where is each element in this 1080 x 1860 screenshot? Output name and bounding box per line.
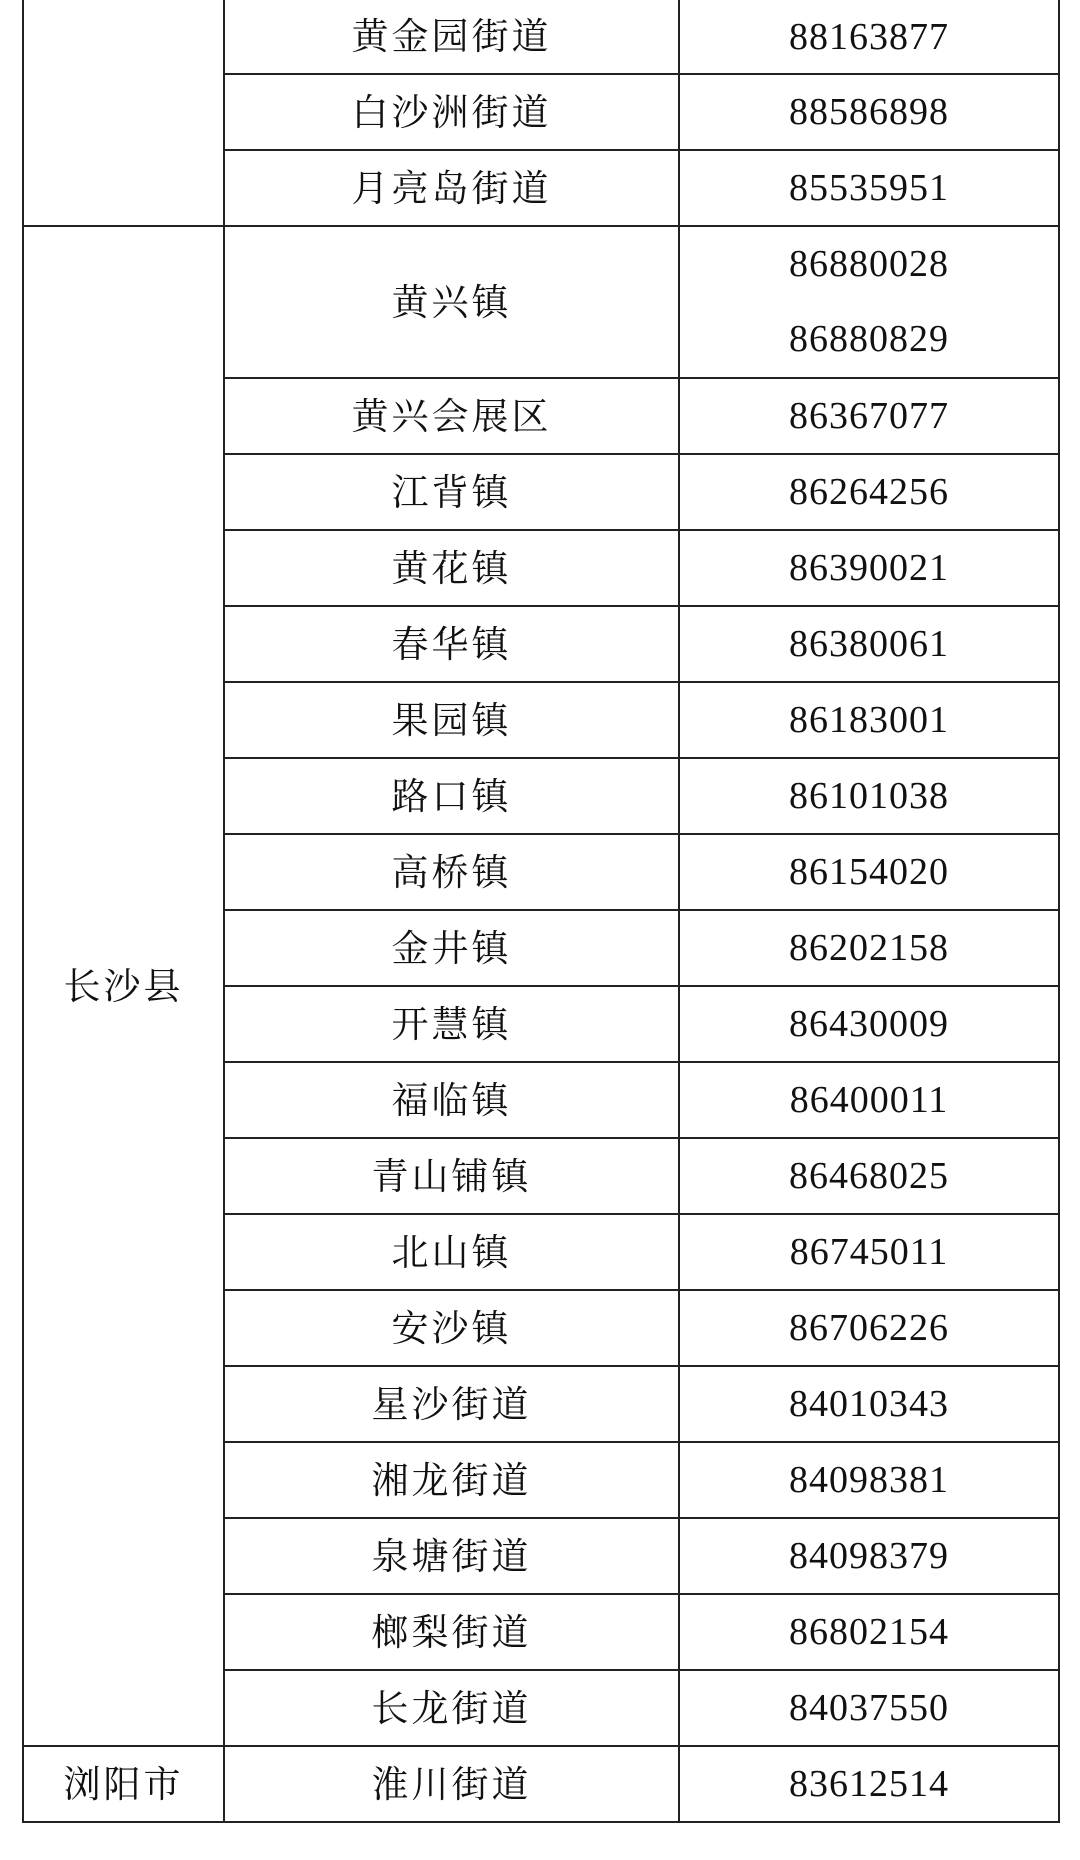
subdistrict-name: 福临镇 bbox=[224, 1062, 679, 1138]
phone-number: 86802154 bbox=[679, 1594, 1059, 1670]
phone-number: 86468025 bbox=[679, 1138, 1059, 1214]
subdistrict-name: 长龙街道 bbox=[224, 1670, 679, 1746]
phone-number: 86183001 bbox=[679, 682, 1059, 758]
contact-table bbox=[22, 0, 1060, 1823]
phone-number: 88163877 bbox=[679, 0, 1059, 74]
subdistrict-name: 黄兴镇 bbox=[224, 226, 679, 378]
subdistrict-name: 淮川街道 bbox=[224, 1746, 679, 1822]
phone-number: 86745011 bbox=[679, 1214, 1059, 1290]
subdistrict-name: 春华镇 bbox=[224, 606, 679, 682]
subdistrict-name: 泉塘街道 bbox=[224, 1518, 679, 1594]
phone-number: 86880028 bbox=[789, 243, 949, 285]
subdistrict-name: 榔梨街道 bbox=[224, 1594, 679, 1670]
subdistrict-name: 开慧镇 bbox=[224, 986, 679, 1062]
table-row bbox=[23, 0, 1059, 74]
phone-number-pair bbox=[679, 226, 1059, 378]
subdistrict-name: 江背镇 bbox=[224, 454, 679, 530]
subdistrict-name: 黄花镇 bbox=[224, 530, 679, 606]
subdistrict-name: 果园镇 bbox=[224, 682, 679, 758]
phone-number: 86880829 bbox=[789, 318, 949, 360]
phone-number: 84098379 bbox=[679, 1518, 1059, 1594]
subdistrict-name: 黄兴会展区 bbox=[224, 378, 679, 454]
subdistrict-name: 白沙洲街道 bbox=[224, 74, 679, 150]
table-row bbox=[23, 226, 1059, 378]
phone-number: 86380061 bbox=[679, 606, 1059, 682]
phone-number: 84098381 bbox=[679, 1442, 1059, 1518]
phone-number: 84010343 bbox=[679, 1366, 1059, 1442]
subdistrict-name: 金井镇 bbox=[224, 910, 679, 986]
phone-number: 86706226 bbox=[679, 1290, 1059, 1366]
subdistrict-name: 高桥镇 bbox=[224, 834, 679, 910]
subdistrict-name: 北山镇 bbox=[224, 1214, 679, 1290]
subdistrict-name: 星沙街道 bbox=[224, 1366, 679, 1442]
phone-number: 86367077 bbox=[679, 378, 1059, 454]
phone-number: 85535951 bbox=[679, 150, 1059, 226]
phone-number: 86430009 bbox=[679, 986, 1059, 1062]
subdistrict-name: 青山铺镇 bbox=[224, 1138, 679, 1214]
phone-number: 86390021 bbox=[679, 530, 1059, 606]
phone-number: 83612514 bbox=[679, 1746, 1059, 1822]
subdistrict-name: 路口镇 bbox=[224, 758, 679, 834]
subdistrict-name: 安沙镇 bbox=[224, 1290, 679, 1366]
phone-number: 86154020 bbox=[679, 834, 1059, 910]
region-cell bbox=[23, 0, 224, 226]
phone-number: 86202158 bbox=[679, 910, 1059, 986]
subdistrict-name: 黄金园街道 bbox=[224, 0, 679, 74]
phone-number: 84037550 bbox=[679, 1670, 1059, 1746]
subdistrict-name: 月亮岛街道 bbox=[224, 150, 679, 226]
phone-number: 88586898 bbox=[679, 74, 1059, 150]
table-row bbox=[23, 1746, 1059, 1822]
region-cell: 浏阳市 bbox=[23, 1746, 224, 1822]
region-cell: 长沙县 bbox=[23, 226, 224, 1746]
phone-number: 86101038 bbox=[679, 758, 1059, 834]
phone-number: 86400011 bbox=[679, 1062, 1059, 1138]
phone-number: 86264256 bbox=[679, 454, 1059, 530]
subdistrict-name: 湘龙街道 bbox=[224, 1442, 679, 1518]
